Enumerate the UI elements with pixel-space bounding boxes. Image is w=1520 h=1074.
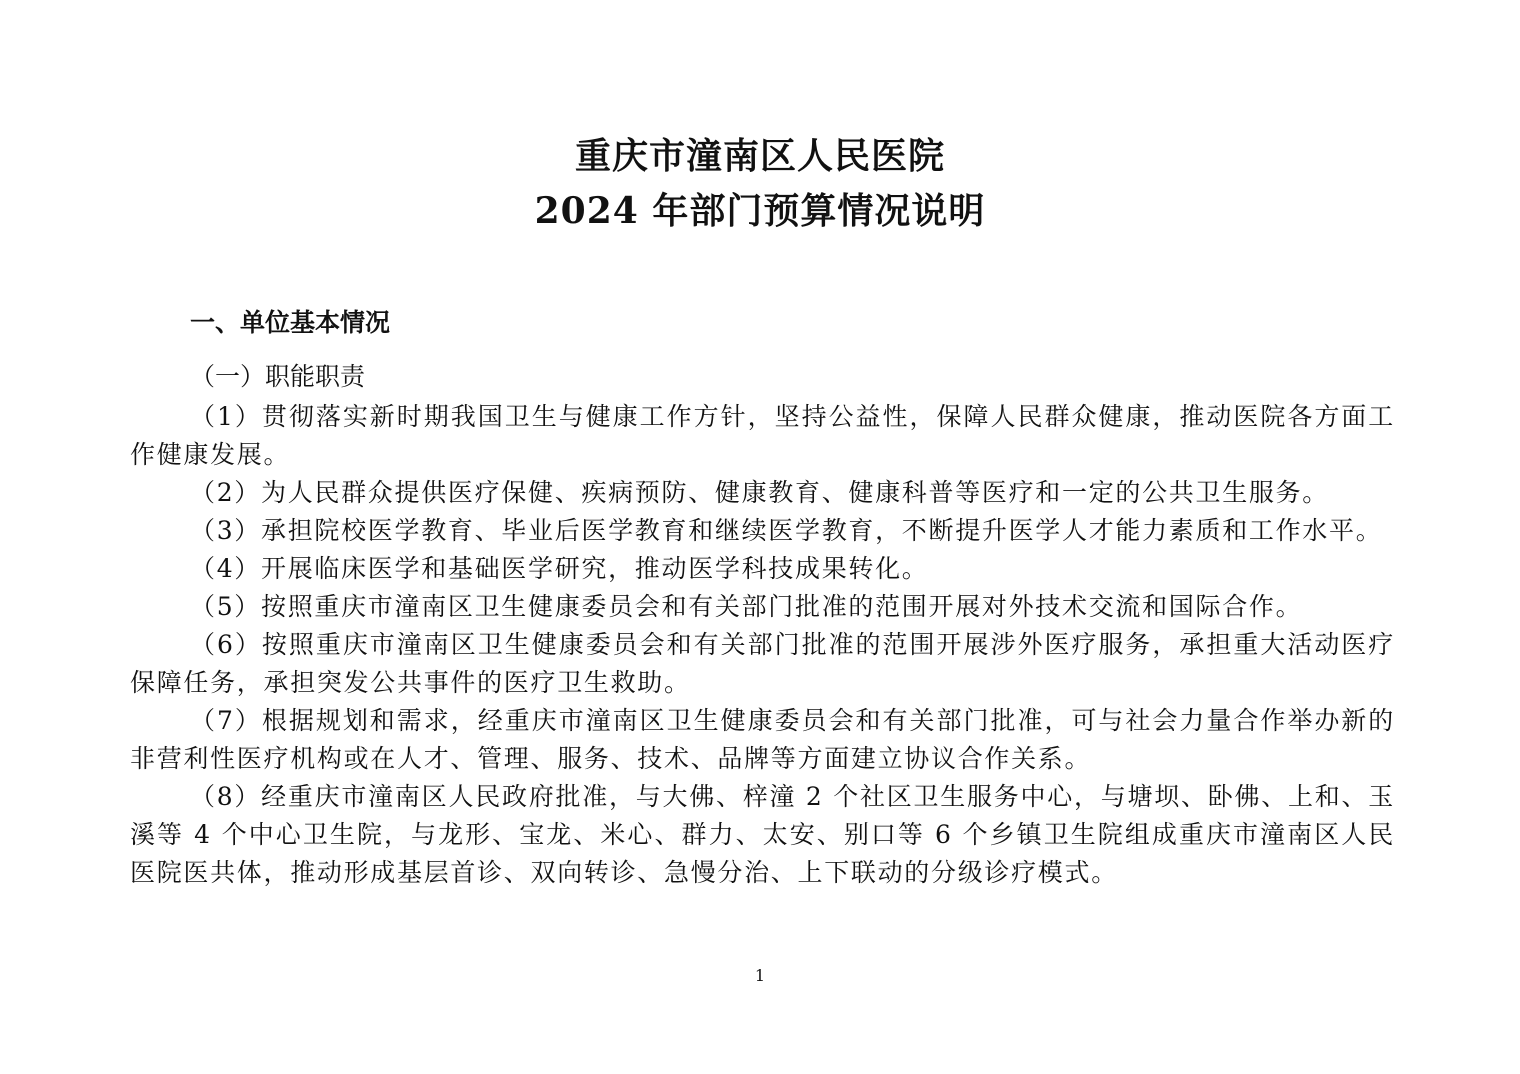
page-number: 1: [754, 966, 766, 985]
paragraph-3: （3）承担院校医学教育、毕业后医学教育和继续医学教育，不断提升医学人才能力素质和工作水平。: [190, 516, 1383, 545]
paragraph-7: （7）根据规划和需求，经重庆市潼南区卫生健康委员会和有关部门批准，可与社会力量合作举办新的非营利性医疗机构或在人才、管理、服务、技术、品牌等方面建立协议合作关系。: [130, 706, 1395, 773]
paragraph-4: （4）开展临床医学和基础医学研究，推动医学科技成果转化。: [190, 554, 929, 583]
paragraph-5: （5）按照重庆市潼南区卫生健康委员会和有关部门批准的范围开展对外技术交流和国际合作。: [190, 592, 1303, 621]
paragraph-6: （6）按照重庆市潼南区卫生健康委员会和有关部门批准的范围开展涉外医疗服务，承担重大活动医疗保障任务，承担突发公共事件的医疗卫生救助。: [130, 630, 1395, 697]
section-heading: 一、单位基本情况: [190, 308, 391, 337]
document-subtitle: 2024 年部门预算情况说明: [534, 190, 986, 232]
paragraph-8: （8）经重庆市潼南区人民政府批准，与大佛、梓潼 2 个社区卫生服务中心，与塘坝、卧佛、上和、玉溪等 4 个中心卫生院，与龙形、宝龙、米心、群力、太安、别口等 6 个乡镇卫生院组成重庆市潼南区人民医院医共体，推动形成基层首诊、双向转诊、急慢分治、上下联动的分级诊疗模式。: [130, 782, 1395, 887]
paragraph-1: （1）贯彻落实新时期我国卫生与健康工作方针，坚持公益性，保障人民群众健康，推动医院各方面工作健康发展。: [130, 402, 1395, 469]
subsection-heading: （一）职能职责: [190, 362, 366, 391]
document-title: 重庆市潼南区人民医院: [574, 135, 945, 177]
paragraph-2: （2）为人民群众提供医疗保健、疾病预防、健康教育、健康科普等医疗和一定的公共卫生服务。: [190, 478, 1330, 507]
document-body: [130, 398, 1395, 892]
